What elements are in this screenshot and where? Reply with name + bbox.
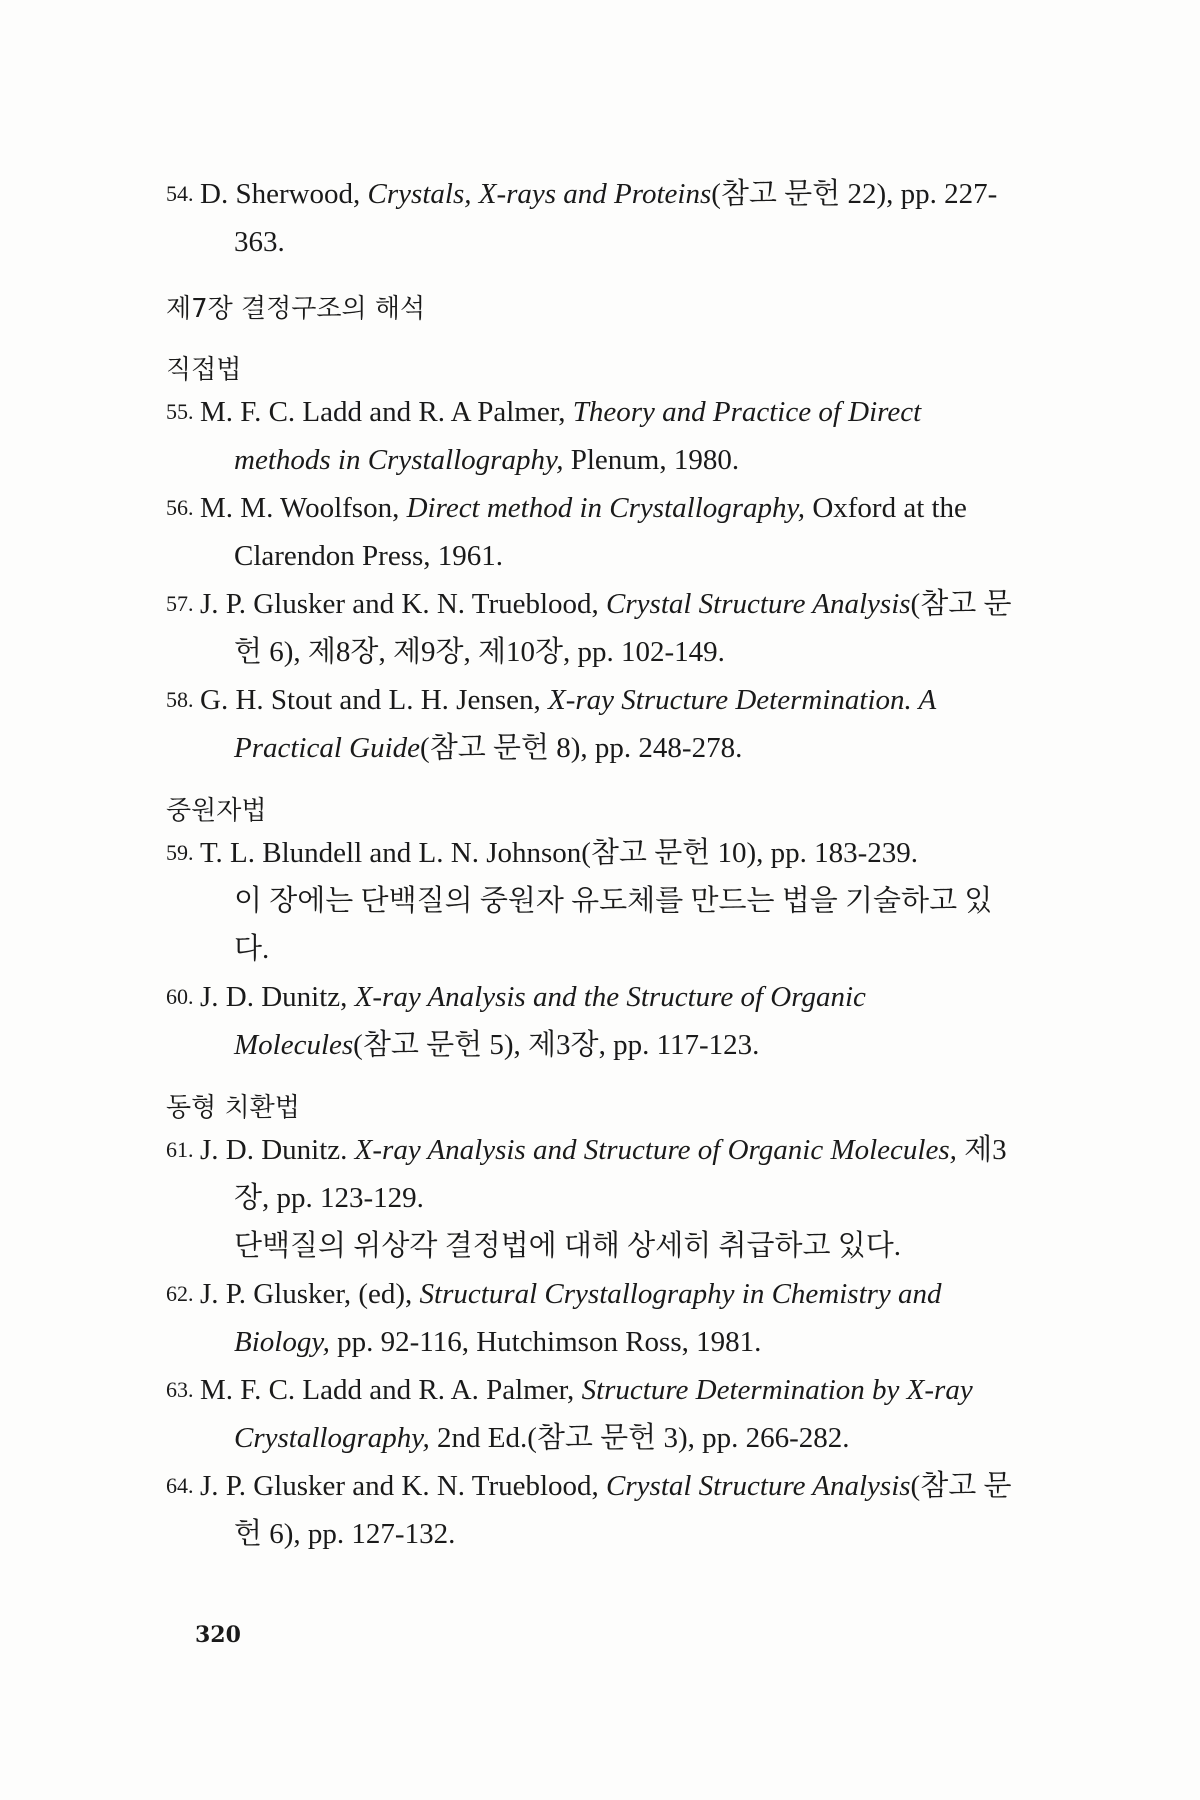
reference-entry-54 [166,170,1012,266]
reference-text: T. L. Blundell and L. N. Johnson(참고 문헌 10), pp. 183-239. [200,837,919,869]
reference-entry-57 [166,580,1012,676]
section-heading-heavy-atom-method: 중원자법 [166,796,267,826]
reference-title: Crystal Structure Analysis [606,588,911,620]
reference-title: X-ray Analysis and the Structure of Organic Molecules [234,981,866,1061]
reference-text: J. D. Dunitz, X-ray Analysis and the Structure of Organic Molecules(참고 문헌 5), 제3장, pp. 117-123. [200,981,866,1061]
reference-number: 57. [166,591,194,616]
reference-number: 55. [166,399,194,424]
page-number: 320 [195,1622,241,1648]
reference-entry-62 [166,1270,1012,1366]
reference-list [166,170,1012,1558]
reference-text: M. M. Woolfson, Direct method in Crystallography, Oxford at the Clarendon Press, 1961. [200,492,967,572]
reference-text: D. Sherwood, Crystals, X-rays and Proteins(참고 문헌 22), pp. 227-363. [200,178,998,258]
reference-title: Direct method in Crystallography, [406,492,806,524]
reference-number: 62. [166,1281,194,1306]
reference-entry-63 [166,1366,1012,1462]
reference-title: Crystal Structure Analysis [606,1470,911,1502]
reference-note: 단백질의 위상각 결정법에 대해 상세히 취급하고 있다. [234,1230,902,1262]
reference-number: 63. [166,1377,194,1402]
reference-text: J. P. Glusker and K. N. Trueblood, Crystal Structure Analysis(참고 문헌 6), 제8장, 제9장, 제10장, pp. 102-149. [200,588,1012,668]
section-heading-isomorphous-replacement: 동형 치환법 [166,1093,300,1123]
reference-entry-60 [166,973,1012,1069]
reference-number: 60. [166,984,194,1009]
reference-text: J. P. Glusker and K. N. Trueblood, Crystal Structure Analysis(참고 문헌 6), pp. 127-132. [200,1470,1012,1550]
reference-title: X-ray Analysis and Structure of Organic Molecules, [354,1134,957,1166]
reference-text: J. D. Dunitz. X-ray Analysis and Structure of Organic Molecules, 제3장, pp. 123-129. [200,1134,1007,1214]
section-heading-direct-method: 직접법 [166,355,242,385]
reference-number: 54. [166,181,194,206]
reference-number: 56. [166,495,194,520]
reference-text: G. H. Stout and L. H. Jensen, X-ray Structure Determination. A Practical Guide(참고 문헌 8), pp. 248-278. [200,684,936,764]
reference-entry-56 [166,484,1012,580]
reference-text: M. F. C. Ladd and R. A. Palmer, Structure Determination by X-ray Crystallography, 2nd Ed.(참고 문헌 3), pp. 266-282. [200,1374,973,1454]
reference-title: X-ray Structure Determination. A Practical Guide [234,684,936,764]
reference-entry-61 [166,1126,1012,1270]
reference-entry-64 [166,1462,1012,1558]
reference-title: Structure Determination by X-ray Crystallography, [234,1374,973,1454]
reference-number: 61. [166,1137,194,1162]
reference-text: M. F. C. Ladd and R. A Palmer, Theory and Practice of Direct methods in Crystallography, Plenum, 1980. [200,396,922,476]
reference-number: 58. [166,687,194,712]
reference-number: 59. [166,840,194,865]
reference-title: Structural Crystallography in Chemistry and Biology, [234,1278,942,1358]
chapter-heading: 제7장 결정구조의 해석 [166,294,426,324]
reference-entry-58 [166,676,1012,772]
reference-entry-59 [166,829,1012,973]
reference-entry-55 [166,388,1012,484]
reference-title: Crystals, X-rays and Proteins [367,178,712,210]
reference-title: Theory and Practice of Direct methods in Crystallography, [234,396,922,476]
reference-note: 이 장에는 단백질의 중원자 유도체를 만드는 법을 기술하고 있다. [234,885,993,965]
reference-text: J. P. Glusker, (ed), Structural Crystallography in Chemistry and Biology, pp. 92-116, Hutchimson Ross, 1981. [200,1278,942,1358]
reference-number: 64. [166,1473,194,1498]
